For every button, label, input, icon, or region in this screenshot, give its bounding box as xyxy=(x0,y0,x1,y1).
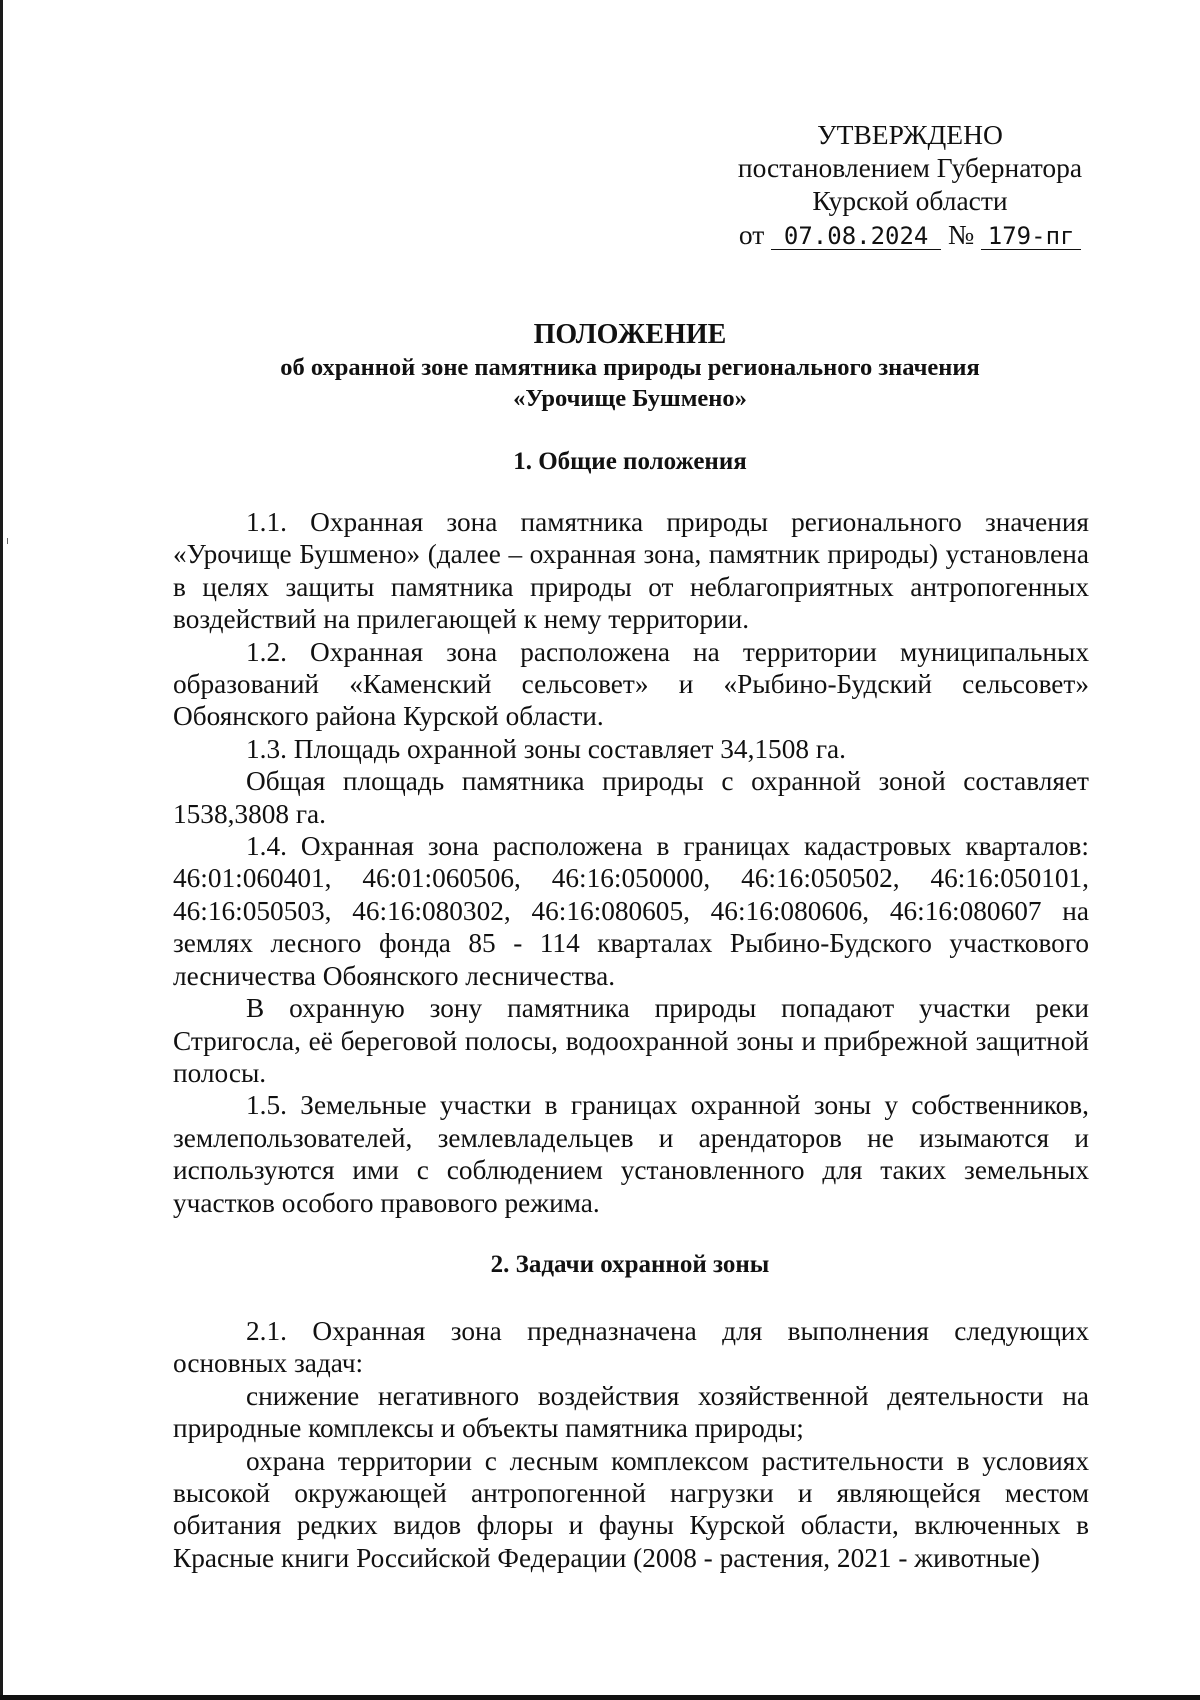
title-subtitle-2: «Урочище Бушмено» xyxy=(513,385,747,412)
section-1-body xyxy=(173,506,1089,1219)
approval-authority: постановлением Губернатора xyxy=(737,152,1083,183)
paragraph-1-2: 1.2. Охранная зона расположена на территории муниципальных образований «Каменский сельсовет» и «Рыбино-Будский сельсовет» Обоянского района Курской области. xyxy=(173,636,1089,732)
title-main: ПОЛОЖЕНИЕ xyxy=(533,319,727,350)
paragraph-1-5: 1.5. Земельные участки в границах охранной зоны у собственников, землепользователей, землевладельцев и арендаторов не изымаются и используются ими с соблюдением установленного для таких земельных участков особого правового режима. xyxy=(173,1090,1089,1218)
approval-number-sign: № xyxy=(948,219,975,250)
scan-speck xyxy=(7,538,8,544)
approval-number: 179-пг xyxy=(981,223,1081,250)
paragraph-2-1-task-1: снижение негативного воздействия хозяйственной деятельности на природные комплексы и объекты памятника природы; xyxy=(173,1380,1089,1444)
paragraph-1-3: 1.3. Площадь охранной зоны составляет 34,1508 га. xyxy=(246,733,846,764)
approval-date: 07.08.2024 xyxy=(771,223,941,250)
paragraph-1-4: 1.4. Охранная зона расположена в границах кадастровых кварталов: 46:01:060401, 46:01:060506, 46:16:050000, 46:16:050502, 46:16:050101, 46:16:050503, 46:16:080302, 46:16:080605, 46:16:080606, 46:16:080607 на землях лесного фонда 85 - 114 кварталах Рыбино-Будского участкового лесничества Обоянского лесничества. xyxy=(173,831,1089,991)
approval-date-prefix: от xyxy=(738,219,765,250)
approval-date-line xyxy=(700,218,1120,251)
paragraph-1-1: 1.1. Охранная зона памятника природы регионального значения «Урочище Бушмено» (далее – охранная зона, памятник природы) установлена в целях защиты памятника природы от неблагоприятных антропогенных воздействий на прилегающей к нему территории. xyxy=(173,507,1089,635)
paragraph-2-1-task-2: охрана территории с лесным комплексом растительности в условиях высокой окружающей антропогенной нагрузки и являющейся местом обитания редких видов флоры и фауны Курской области, включенных в Красные книги Российской Федерации (2008 - растения, 2021 - животные) xyxy=(173,1445,1089,1573)
section-2-body xyxy=(173,1315,1089,1574)
title-subtitle-1: об охранной зоне памятника природы регионального значения xyxy=(280,354,980,381)
paragraph-1-4-river: В охранную зону памятника природы попадают участки реки Стригосла, её береговой полосы, водоохранной зоны и прибрежной защитной полосы. xyxy=(173,993,1089,1088)
paragraph-2-1: 2.1. Охранная зона предназначена для выполнения следующих основных задач: xyxy=(173,1316,1089,1379)
document-title xyxy=(170,318,1090,414)
approval-heading: УТВЕРЖДЕНО xyxy=(817,119,1003,150)
scan-left-edge xyxy=(0,0,3,1700)
paragraph-1-3-total: Общая площадь памятника природы с охранной зоной составляет 1538,3808 га. xyxy=(173,766,1089,829)
scan-bottom-edge xyxy=(0,1695,1200,1700)
section-1-heading: 1. Общие положения xyxy=(513,448,747,475)
section-2-heading: 2. Задачи охранной зоны xyxy=(490,1251,770,1278)
approval-region: Курской области xyxy=(812,185,1008,216)
approval-block xyxy=(700,118,1120,251)
